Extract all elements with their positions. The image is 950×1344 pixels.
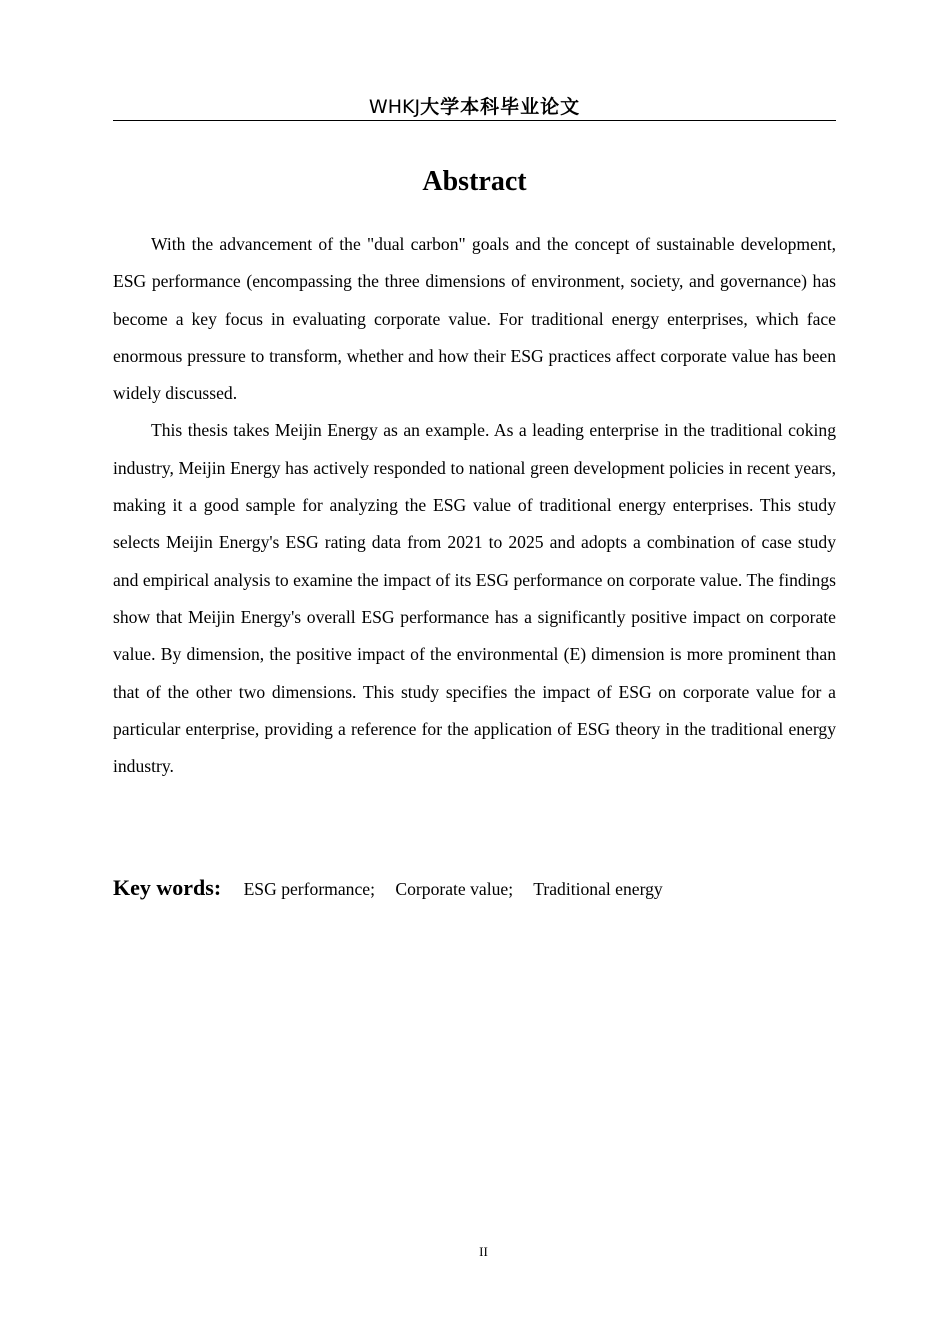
header-thesis-type: 大学本科毕业论文 xyxy=(420,96,581,118)
running-header xyxy=(113,94,836,121)
keywords-line xyxy=(113,870,836,907)
page-number: II xyxy=(479,1244,488,1259)
keyword-item: Traditional energy xyxy=(533,879,663,899)
keyword-item: ESG performance xyxy=(243,879,371,899)
keyword-item: Corporate value xyxy=(395,879,509,899)
abstract-title: Abstract xyxy=(422,166,527,197)
abstract-paragraph-2: This thesis takes Meijin Energy as an example. As a leading enterprise in the traditional coking industry, Meijin Energy has actively responded to national green development policies in recent years, making it a good sample for analyzing the ESG value of traditional energy enterprises. This study selects Meijin Energy's ESG rating data from 2021 to 2025 and adopts a combination of case study and empirical analysis to examine the impact of its ESG performance on corporate value. The findings show that Meijin Energy's overall ESG performance has a significantly positive impact on corporate value. By dimension, the positive impact of the environmental (E) dimension is more prominent than that of the other two dimensions. This study specifies the impact of ESG on corporate value for a particular enterprise, providing a reference for the application of ESG theory in the traditional energy industry. xyxy=(113,420,836,777)
header-university-code: WHKJ xyxy=(368,96,421,118)
keyword-separator: ; xyxy=(370,879,375,899)
abstract-paragraph-1: With the advancement of the "dual carbon" goals and the concept of sustainable development, ESG performance (encompassing the three dimensions of environment, society, and governance) has become a key focus in evaluating corporate value. For traditional energy enterprises, which face enormous pressure to transform, whether and how their ESG practices affect corporate value has been widely discussed. xyxy=(113,234,836,404)
keywords-label: Key words: xyxy=(113,875,222,900)
abstract-body xyxy=(113,226,836,785)
keyword-separator: ; xyxy=(508,879,514,899)
